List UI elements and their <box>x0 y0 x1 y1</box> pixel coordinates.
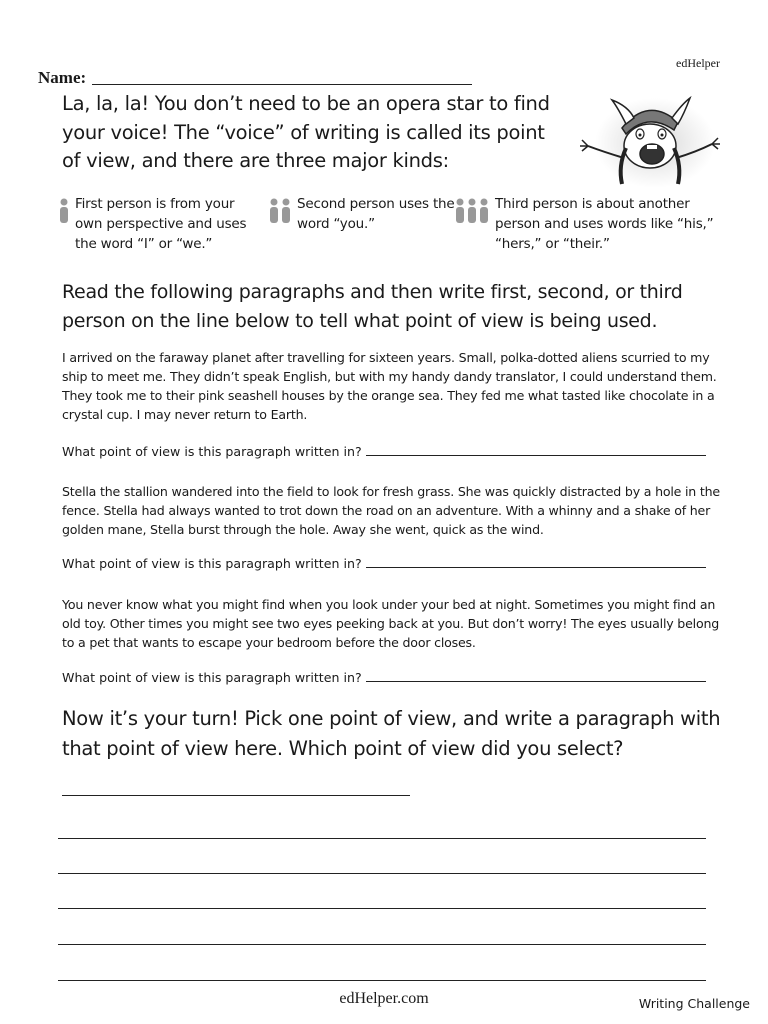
footer-challenge: Writing Challenge <box>638 996 750 1011</box>
writing-line-2[interactable] <box>58 873 706 874</box>
kind-second-person-text: Second person uses the word “you.” <box>297 196 455 232</box>
footer-brand: edHelper.com <box>339 990 429 1007</box>
writing-line-3[interactable] <box>58 908 706 909</box>
answer-line-1[interactable] <box>366 455 706 456</box>
paragraph-1: I arrived on the faraway planet after travelling for sixteen years. Small, polka-dotted aliens scurried to my ship to meet me. They didn’t speak English, but with my handy dandy translator, I could understand them. They took me to their pink seashell houses by the orange sea. They fed me what tasted like chocolate in a crystal cup. I may never return to Earth. <box>62 350 717 422</box>
viking-cartoon-icon <box>570 88 730 198</box>
question-3 <box>62 670 706 685</box>
selected-pov-line[interactable] <box>62 795 410 796</box>
writing-line-4[interactable] <box>58 944 706 945</box>
writing-line-5[interactable] <box>58 980 706 981</box>
your-turn-prompt: Now it’s your turn! Pick one point of view, and write a paragraph with that point of view here. Which point of view did you select? <box>62 707 721 760</box>
instructions: Read the following paragraphs and then write first, second, or third person on the line below to tell what point of view is being used. <box>62 281 683 332</box>
name-label: Name: <box>38 68 87 87</box>
kind-first-person <box>58 194 258 254</box>
writing-line-1[interactable] <box>58 838 706 839</box>
paragraph-3: You never know what you might find when you look under your bed at night. Sometimes you might find an old toy. Other times you might see two eyes peeking back at you. But don’t worry! The eyes usually belong to a pet that wants to escape your bedroom before the door closes. <box>62 597 720 650</box>
kind-third-person-text: Third person is about another person and uses words like “his,” “hers,” or “their.” <box>495 196 714 252</box>
name-row <box>38 68 472 88</box>
two-people-icon <box>268 194 292 234</box>
point-of-view-kinds <box>58 194 738 256</box>
kind-third-person <box>454 194 738 254</box>
kind-second-person <box>268 194 458 234</box>
name-input-line[interactable] <box>92 84 472 85</box>
question-2-text: What point of view is this paragraph written in? <box>62 556 362 571</box>
question-3-text: What point of view is this paragraph written in? <box>62 670 362 685</box>
paragraph-2: Stella the stallion wandered into the field to look for fresh grass. She was quickly distracted by a hole in the fence. Stella had always wanted to trot down the road on an adventure. With a whinny and a shake of her golden mane, Stella burst through the hole. Away she went, quick as the wind. <box>62 484 720 537</box>
one-person-icon <box>58 194 70 254</box>
three-people-icon <box>454 194 490 254</box>
brand-top: edHelper <box>676 56 720 70</box>
question-2 <box>62 556 706 571</box>
kind-first-person-text: First person is from your own perspective and uses the word “I” or “we.” <box>75 196 247 252</box>
question-1-text: What point of view is this paragraph written in? <box>62 444 362 459</box>
question-1 <box>62 444 706 459</box>
intro-text: La, la, la! You don’t need to be an opera star to find your voice! The “voice” of writing is called its point of view, and there are three major kinds: <box>62 92 550 172</box>
answer-line-2[interactable] <box>366 567 706 568</box>
answer-line-3[interactable] <box>366 681 706 682</box>
